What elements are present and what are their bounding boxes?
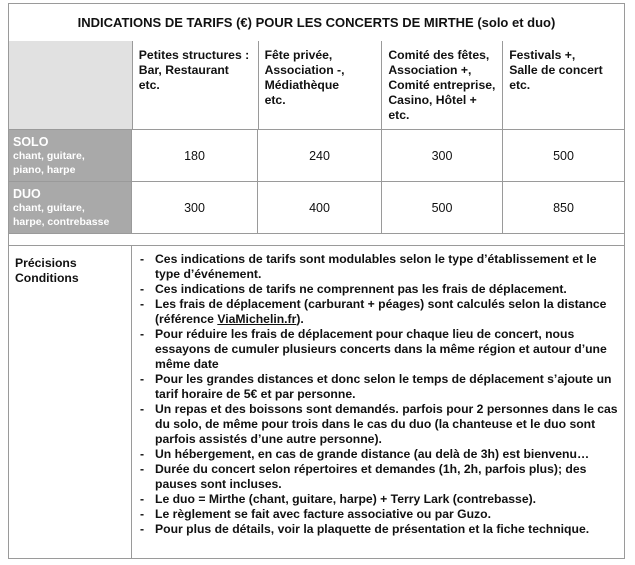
spacer-row xyxy=(9,233,624,246)
note-text-suffix: ). xyxy=(296,312,304,326)
bullet-dash: - xyxy=(140,447,145,461)
price-cell: 300 xyxy=(382,130,503,181)
list-item xyxy=(138,462,618,492)
column-header-small-venues: Petites structures : Bar, Restaurant etc. xyxy=(133,41,259,129)
row-header-solo xyxy=(9,130,132,181)
bullet-dash: - xyxy=(140,462,145,476)
column-header-private-events: Fête privée, Association -, Médiathèque etc. xyxy=(259,41,383,129)
note-text: Durée du concert selon répertoires et demandes (1h, 2h, parfois plus); des pauses sont incluses. xyxy=(155,462,587,491)
notes-list xyxy=(132,246,624,559)
price-cell: 240 xyxy=(258,130,382,181)
note-text: Pour plus de détails, voir la plaquette de présentation et la fiche technique. xyxy=(155,522,590,536)
viamichelin-link[interactable]: ViaMichelin.fr xyxy=(217,312,297,326)
row-name: SOLO xyxy=(13,135,49,149)
price-cell: 850 xyxy=(553,200,574,215)
bullet-dash: - xyxy=(140,327,145,341)
list-item xyxy=(138,522,618,537)
note-text: Un repas et des boissons sont demandés. parfois pour 2 personnes dans le cas du solo, de même pour trois dans le cas du duo (la chanteuse et le duo sont parfois assistés d’une autre personne). xyxy=(155,402,618,446)
row-name: DUO xyxy=(13,187,41,201)
tariff-table xyxy=(8,3,625,559)
table-row-solo xyxy=(9,130,624,182)
note-text: Pour réduire les frais de déplacement pour chaque lieu de concert, nous essayons de cumuler plusieurs concerts dans la même région et autour d’une même date xyxy=(155,327,607,371)
note-text: Les frais de déplacement (carburant + péages) sont calculés selon la distance (référence xyxy=(155,297,607,326)
bullet-dash: - xyxy=(140,372,145,386)
bullet-dash: - xyxy=(140,282,145,296)
note-text: Le règlement se fait avec facture associative ou par Guzo. xyxy=(155,507,491,521)
notes-row xyxy=(9,246,624,559)
bullet-dash: - xyxy=(140,252,145,266)
price-cell: 500 xyxy=(553,148,574,163)
note-text: Ces indications de tarifs sont modulables selon le type d’établissement et le type d’événement. xyxy=(155,252,597,281)
list-item xyxy=(138,402,618,447)
column-header-committees: Comité des fêtes, Association +, Comité entreprise, Casino, Hôtel + etc. xyxy=(382,41,503,129)
notes-heading-precisions: Précisions xyxy=(15,256,77,270)
column-header-festivals: Festivals +, Salle de concert etc. xyxy=(503,41,624,129)
list-item xyxy=(138,327,618,372)
list-item xyxy=(138,372,618,402)
list-item xyxy=(138,297,618,327)
header-row xyxy=(9,41,624,130)
list-item xyxy=(138,252,618,282)
note-text: Le duo = Mirthe (chant, guitare, harpe) + Terry Lark (contrebasse). xyxy=(155,492,537,506)
note-text: Pour les grandes distances et donc selon le temps de déplacement s’ajoute un tarif horaire de 5€ et par personne. xyxy=(155,372,612,401)
bullet-dash: - xyxy=(140,297,145,311)
list-item xyxy=(138,492,618,507)
price-cell: 180 xyxy=(132,130,258,181)
list-item xyxy=(138,447,618,462)
bullet-dash: - xyxy=(140,522,145,536)
table-title: INDICATIONS DE TARIFS (€) POUR LES CONCERTS DE MIRTHE (solo et duo) xyxy=(9,4,624,42)
price-cell: 400 xyxy=(258,182,382,233)
bullet-dash: - xyxy=(140,402,145,416)
price-cell: 500 xyxy=(382,182,503,233)
list-item xyxy=(138,507,618,522)
row-details: chant, guitare, harpe, contrebasse xyxy=(13,202,110,228)
header-corner-cell xyxy=(9,41,133,129)
notes-heading xyxy=(9,246,132,559)
row-details: chant, guitare, piano, harpe xyxy=(13,150,85,176)
note-text: Ces indications de tarifs ne comprennent pas les frais de déplacement. xyxy=(155,282,567,296)
notes-heading-conditions: Conditions xyxy=(15,271,79,285)
list-item xyxy=(138,282,618,297)
bullet-dash: - xyxy=(140,492,145,506)
note-text: Un hébergement, en cas de grande distance (au delà de 3h) est bienvenu… xyxy=(155,447,590,461)
table-row-duo xyxy=(9,182,624,234)
row-header-duo xyxy=(9,182,132,233)
bullet-dash: - xyxy=(140,507,145,521)
price-cell: 300 xyxy=(132,182,258,233)
